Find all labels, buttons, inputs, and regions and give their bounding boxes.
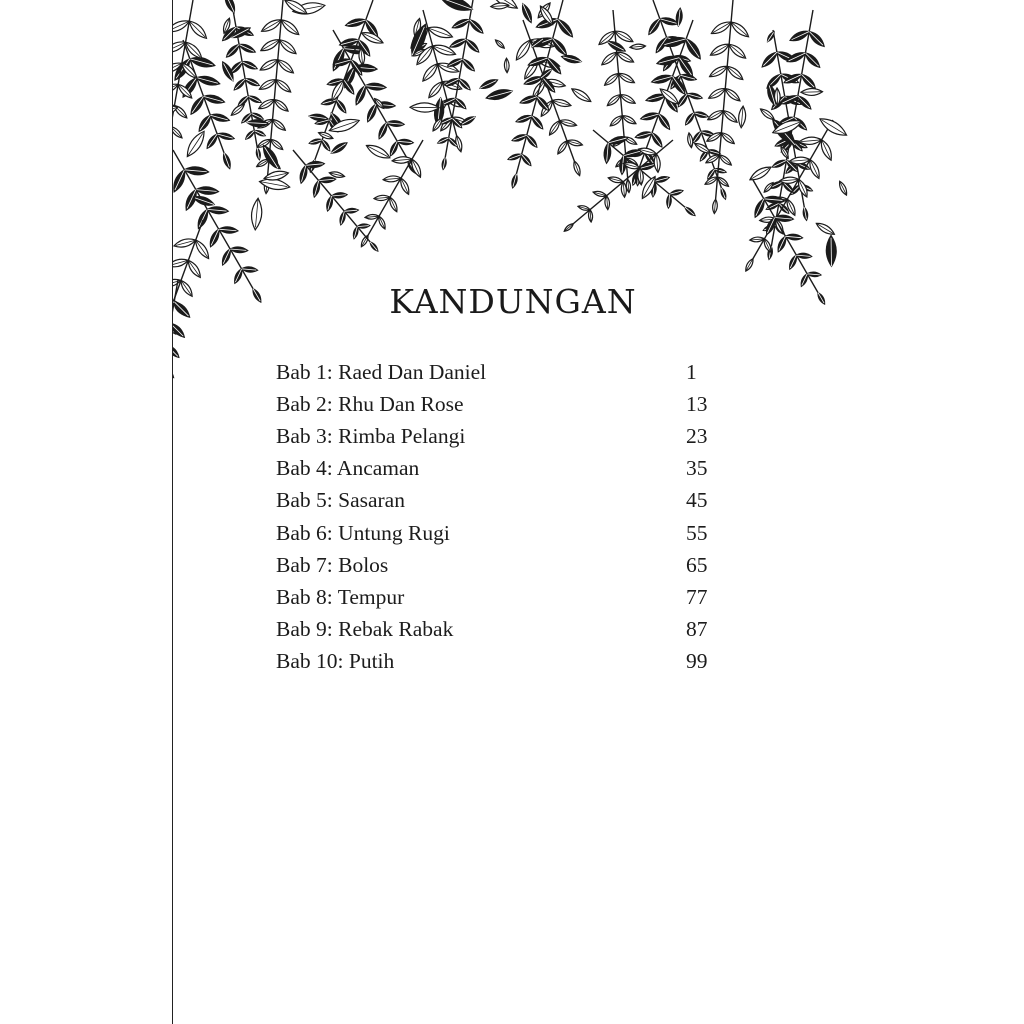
page-number: 77 [686, 584, 708, 609]
chapter-title: Bab 7: Bolos [276, 552, 389, 577]
page-number: 23 [686, 423, 708, 448]
toc-entry-4[interactable] [276, 453, 736, 485]
toc-entry-9[interactable] [276, 614, 736, 646]
chapter-title: Bab 6: Untung Rugi [276, 520, 450, 545]
toc-entry-7[interactable] [276, 549, 736, 581]
table-of-contents [276, 356, 736, 678]
chapter-title: Bab 10: Putih [276, 649, 395, 674]
book-page [172, 0, 853, 1024]
chapter-title: Bab 5: Sasaran [276, 488, 405, 513]
page-number: 1 [686, 359, 697, 384]
toc-entry-10[interactable] [276, 646, 736, 678]
page-number: 65 [686, 552, 708, 577]
toc-entry-8[interactable] [276, 581, 736, 613]
toc-entry-3[interactable] [276, 420, 736, 452]
page-number: 99 [686, 649, 708, 674]
toc-entry-1[interactable] [276, 356, 736, 388]
chapter-title: Bab 3: Rimba Pelangi [276, 423, 466, 448]
page-number: 13 [686, 391, 708, 416]
chapter-title: Bab 4: Ancaman [276, 456, 420, 481]
page-title: KANDUNGAN [389, 282, 637, 321]
chapter-title: Bab 1: Raed Dan Daniel [276, 359, 487, 384]
chapter-title: Bab 9: Rebak Rabak [276, 617, 454, 642]
chapter-title: Bab 2: Rhu Dan Rose [276, 391, 464, 416]
page-number: 45 [686, 488, 708, 513]
page-number: 35 [686, 456, 708, 481]
chapter-title: Bab 8: Tempur [276, 584, 405, 609]
toc-entry-5[interactable] [276, 485, 736, 517]
toc-entry-2[interactable] [276, 388, 736, 420]
toc-entry-6[interactable] [276, 517, 736, 549]
botanical-foliage-illustration [173, 0, 853, 400]
page-number: 87 [686, 617, 708, 642]
page-number: 55 [686, 520, 708, 545]
